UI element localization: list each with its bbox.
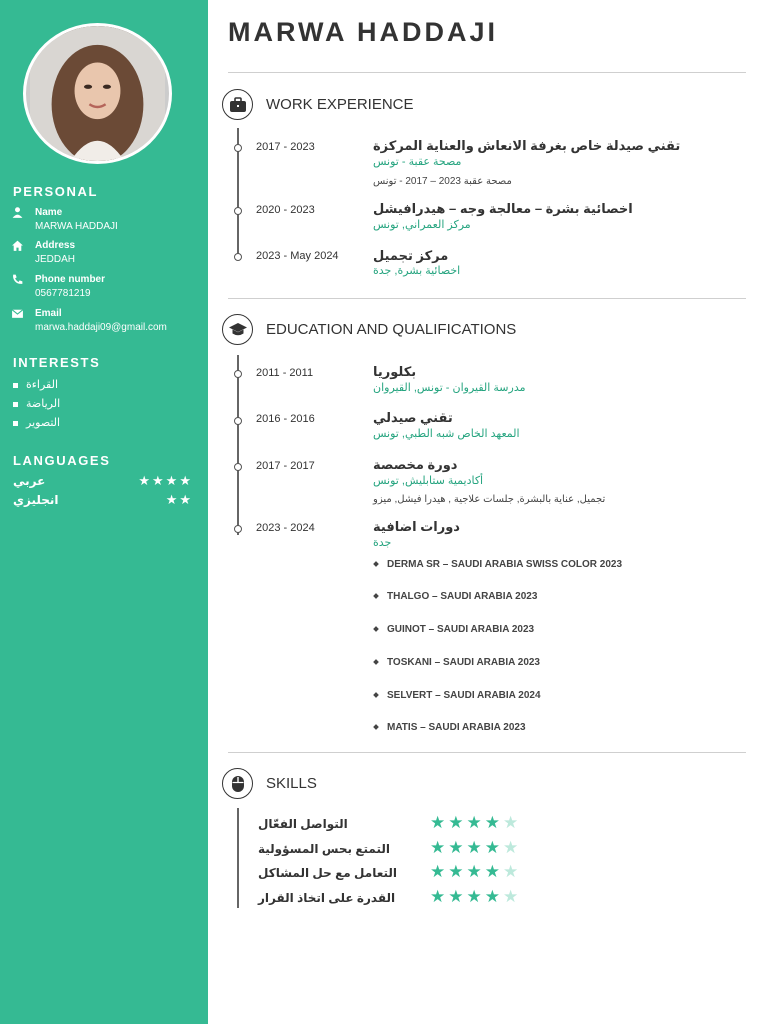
star-icon: ★ [484, 862, 503, 881]
skill-name: القدرة على اتخاذ القرار [258, 891, 396, 905]
education-date: 2017 - 2017 [256, 460, 315, 472]
education-title: دورات اضافية [373, 519, 460, 534]
star-icon: ★ [466, 887, 485, 906]
skill-rating-stars [430, 862, 521, 882]
timeline-dot [234, 417, 242, 425]
education-place: المعهد الخاص شبه الطبي, تونس [373, 428, 520, 440]
divider [228, 298, 746, 299]
star-icon: ★ [430, 887, 449, 906]
timeline-line [237, 355, 239, 535]
star-icon: ★ [466, 813, 485, 832]
education-date: 2011 - 2011 [256, 367, 314, 379]
timeline-line [237, 808, 239, 908]
education-place: أكاديمية ستابليش, تونس [373, 475, 484, 487]
personal-phone-value: 0567781219 [35, 288, 91, 299]
education-place: جدة [373, 537, 392, 549]
person-icon [11, 206, 24, 219]
star-icon: ★ [503, 887, 522, 906]
work-title: تقني صيدلة خاص بغرفة الانعاش والعناية المركزة [373, 138, 681, 153]
skill-name: التمتع بحس المسؤولية [258, 842, 390, 856]
skill-name: التواصل الفعّال [258, 817, 348, 831]
education-section-title: EDUCATION AND QUALIFICATIONS [266, 321, 517, 338]
education-date: 2023 - 2024 [256, 522, 315, 534]
work-date: 2017 - 2023 [256, 141, 315, 153]
interest-item [13, 397, 133, 410]
personal-address-label: Address [35, 240, 76, 251]
profile-photo [23, 23, 172, 164]
star-icon: ★ [503, 838, 522, 857]
star-icon: ★ [503, 813, 522, 832]
bullet-icon [13, 383, 18, 388]
education-title: بكلوريا [373, 364, 417, 379]
education-title: دورة مخصصة [373, 457, 458, 472]
interest-label: القراءة [26, 379, 59, 391]
briefcase-icon [222, 89, 253, 120]
course-item [374, 559, 622, 570]
interests-heading: INTERESTS [13, 355, 101, 370]
work-date: 2020 - 2023 [256, 204, 315, 216]
timeline-dot [234, 370, 242, 378]
language-rating-stars: ★★★★ [138, 473, 193, 488]
divider [228, 72, 746, 73]
work-place: مركز العمراني, تونس [373, 219, 471, 231]
language-name: انجليزي [13, 493, 59, 507]
bullet-icon [373, 627, 379, 633]
email-icon [11, 307, 24, 320]
interest-label: الرياضة [26, 398, 61, 410]
star-icon: ★ [484, 838, 503, 857]
skill-rating-stars [430, 813, 521, 833]
star-icon: ★ [448, 838, 467, 857]
bullet-icon [373, 562, 379, 568]
skills-section-title: SKILLS [266, 775, 317, 792]
bullet-icon [13, 421, 18, 426]
language-name: عربي [13, 474, 46, 488]
phone-icon [11, 273, 24, 286]
divider [228, 752, 746, 753]
graduation-cap-icon [222, 314, 253, 345]
bullet-icon [373, 660, 379, 666]
interest-label: التصوير [26, 417, 61, 429]
work-title: مركز تجميل [373, 248, 449, 263]
language-item [13, 474, 193, 488]
personal-email-label: Email [35, 308, 62, 319]
course-label: DERMA SR – SAUDI ARABIA SWISS COLOR 2023 [387, 559, 623, 570]
interest-item [13, 378, 133, 391]
sidebar [0, 0, 208, 1024]
language-rating-stars: ★★ [165, 492, 193, 507]
timeline-dot [234, 525, 242, 533]
star-icon: ★ [430, 862, 449, 881]
personal-phone-label: Phone number [35, 274, 106, 285]
course-item [374, 722, 526, 733]
languages-heading: LANGUAGES [13, 453, 111, 468]
personal-heading: PERSONAL [13, 184, 99, 199]
work-note: مصحة عقبة 2023 – 2017 - تونس [373, 176, 512, 187]
course-label: TOSKANI – SAUDI ARABIA 2023 [387, 657, 540, 668]
star-icon: ★ [448, 813, 467, 832]
work-place: مصحة عقبة - تونس [373, 156, 462, 168]
education-title: تقني صيدلي [373, 410, 453, 425]
work-title: اخصائية بشرة – معالجة وجه – هيدرافيشل [373, 201, 633, 216]
skill-name: التعامل مع حل المشاكل [258, 866, 397, 880]
course-label: THALGO – SAUDI ARABIA 2023 [387, 591, 538, 602]
star-icon: ★ [430, 813, 449, 832]
bullet-icon [373, 594, 379, 600]
work-place: اخصائية بشرة, جدة [373, 265, 461, 277]
skill-rating-stars [430, 838, 521, 858]
personal-address-value: JEDDAH [35, 254, 76, 265]
personal-name-label: Name [35, 207, 63, 218]
work-date: 2023 - May 2024 [256, 250, 339, 262]
person-name: MARWA HADDAJI [228, 17, 499, 47]
star-icon: ★ [430, 838, 449, 857]
course-label: SELVERT – SAUDI ARABIA 2024 [387, 690, 541, 701]
course-item [374, 624, 534, 635]
timeline-dot [234, 207, 242, 215]
work-section-title: WORK EXPERIENCE [266, 96, 414, 113]
interest-item [13, 416, 133, 429]
course-item [374, 690, 541, 701]
skill-rating-stars [430, 887, 521, 907]
star-icon: ★ [484, 813, 503, 832]
star-icon: ★ [466, 838, 485, 857]
language-item [13, 493, 193, 507]
course-item [374, 657, 540, 668]
profile-photo-image [26, 26, 169, 161]
bullet-icon [13, 402, 18, 407]
course-label: MATIS – SAUDI ARABIA 2023 [387, 722, 526, 733]
star-icon: ★ [448, 887, 467, 906]
timeline-dot [234, 463, 242, 471]
education-date: 2016 - 2016 [256, 413, 315, 425]
personal-email-value[interactable]: marwa.haddaji09@gmail.com [35, 322, 167, 333]
bullet-icon [373, 693, 379, 699]
personal-name-value: MARWA HADDAJI [35, 221, 118, 232]
course-item [374, 591, 537, 602]
mouse-icon [222, 768, 253, 799]
course-label: GUINOT – SAUDI ARABIA 2023 [387, 624, 535, 635]
star-icon: ★ [466, 862, 485, 881]
education-note: تجميل, عناية بالبشرة, جلسات علاجية , هيدرا فيشل, ميزو [373, 494, 606, 505]
education-place: مدرسة القيروان - تونس, القيروان [373, 382, 526, 394]
star-icon: ★ [448, 862, 467, 881]
bullet-icon [373, 725, 379, 731]
star-icon: ★ [503, 862, 522, 881]
star-icon: ★ [484, 887, 503, 906]
timeline-dot [234, 253, 242, 261]
timeline-dot [234, 144, 242, 152]
home-icon [11, 239, 24, 252]
